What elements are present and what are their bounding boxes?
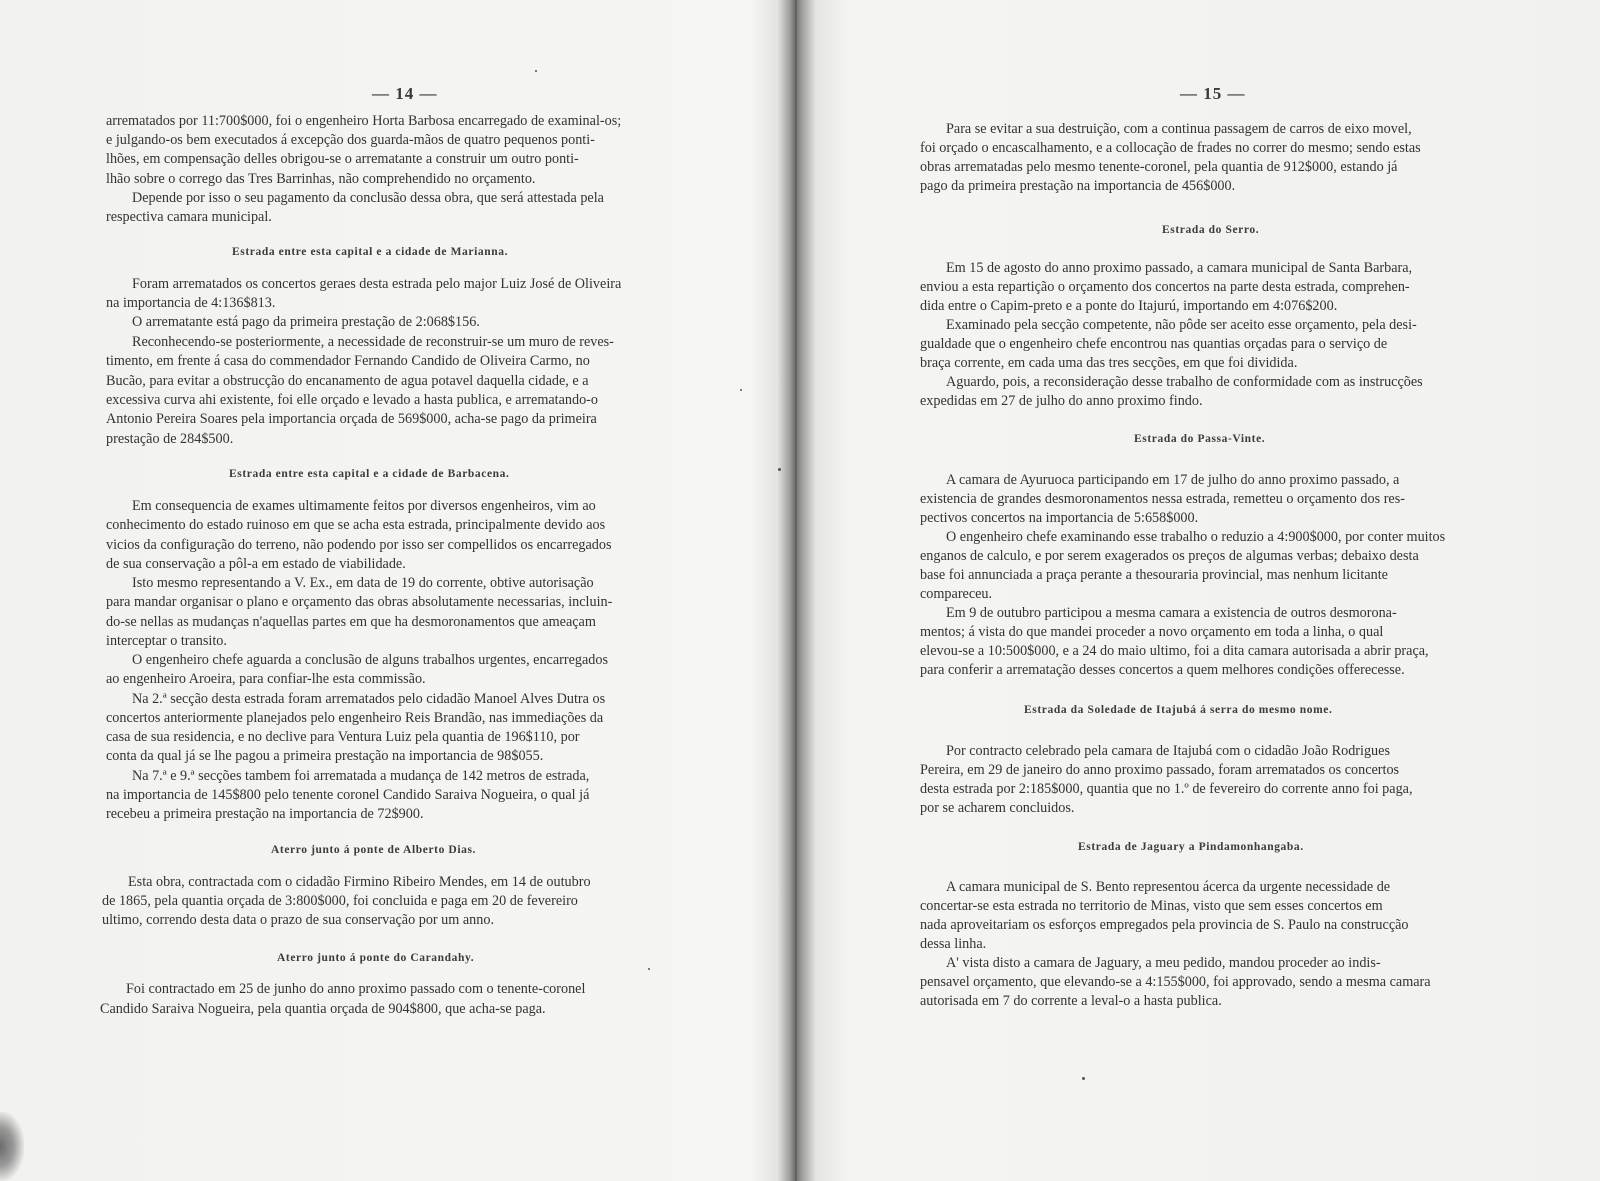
- text-line: Esta obra, contractada com o cidadão Firmino Ribeiro Mendes, em 14 de outubro: [128, 874, 591, 890]
- text-line: vicios da configuração do terreno, não podendo por isso ser compellidos os encarregados: [106, 537, 612, 553]
- text-line: Por contracto celebrado pela camara de Itajubá com o cidadão João Rodrigues: [946, 743, 1390, 759]
- text-line: Pereira, em 29 de janeiro do anno proximo passado, foram arrematados os concertos: [920, 762, 1400, 778]
- text-line: lhão sobre o corrego das Tres Barrinhas, não comprehendido no orçamento.: [106, 171, 536, 187]
- section-heading: Estrada do Passa-Vinte.: [1134, 433, 1266, 445]
- text-line: para mandar organisar o plano e orçamento das obras absolutamente necessarias, incluin-: [106, 594, 613, 610]
- section-heading: Aterro junto á ponte do Carandahy.: [277, 952, 475, 964]
- text-line: do-se nellas as mudanças n'aquellas partes em que ha desmoronamentos que ameaçam: [106, 614, 596, 630]
- text-line: dida entre o Capim-preto e a ponte do Itajurú, importando em 4:076$200.: [920, 298, 1338, 314]
- text-line: ao engenheiro Aroeira, para confiar-lhe esta commissão.: [106, 671, 426, 687]
- scan-speck: [740, 389, 742, 391]
- text-line: recebeu a primeira prestação na importancia de 72$900.: [106, 806, 424, 822]
- text-line: casa de sua residencia, e no declive para Ventura Luiz pela quantia de 196$110, por: [106, 729, 580, 745]
- scan-speck: [1082, 1077, 1085, 1080]
- page-number: — 14 —: [372, 84, 438, 103]
- section-heading: Estrada entre esta capital e a cidade de Barbacena.: [229, 468, 510, 480]
- scan-speck: [648, 968, 650, 970]
- text-line: arrematados por 11:700$000, foi o engenheiro Horta Barbosa encarregado de examinal-os;: [106, 113, 622, 129]
- text-line: excessiva curva ahi existente, foi elle orçado e levado a hasta publica, e arrematando-o: [106, 392, 598, 408]
- text-line: Isto mesmo representando a V. Ex., em data de 19 do corrente, obtive autorisação: [132, 575, 594, 591]
- text-line: de 1865, pela quantia orçada de 3:800$000, foi concluida e paga em 20 de fevereiro: [102, 893, 578, 909]
- text-line: Reconhecendo-se posteriormente, a necessidade de reconstruir-se um muro de reves-: [132, 334, 614, 350]
- text-line: mentos; á vista do que mandei proceder a novo orçamento em toda a linha, o qual: [920, 624, 1384, 640]
- text-line: O engenheiro chefe aguarda a conclusão de alguns trabalhos urgentes, encarregados: [132, 652, 608, 668]
- text-line: autorisada em 7 do corrente a leval-o a hasta publica.: [920, 993, 1222, 1009]
- text-line: desta estrada por 2:185$000, quantia que no 1.º de fevereiro do corrente anno foi paga,: [920, 781, 1413, 797]
- text-line: gualdade que o engenheiro chefe encontrou nas quantias orçadas para o serviço de: [920, 336, 1388, 352]
- text-line: ultimo, correndo desta data o prazo de sua conservação por um anno.: [102, 912, 494, 928]
- text-line: pensavel orçamento, que elevando-se a 4:155$000, foi approvado, sendo a mesma camara: [920, 974, 1431, 990]
- text-line: Candido Saraiva Nogueira, pela quantia orçada de 904$800, que acha-se paga.: [100, 1001, 546, 1017]
- text-line: braça corrente, em cada uma das tres secções, em que foi dividida.: [920, 355, 1298, 371]
- text-line: Depende por isso o seu pagamento da conclusão dessa obra, que será attestada pela: [132, 190, 604, 206]
- text-line: nada aproveitariam os esforços empregados pela provincia de S. Paulo na construcção: [920, 917, 1409, 933]
- text-line: Na 7.ª e 9.ª secções tambem foi arrematada a mudança de 142 metros de estrada,: [132, 768, 590, 784]
- text-line: Para se evitar a sua destruição, com a continua passagem de carros de eixo movel,: [946, 121, 1412, 137]
- scan-speck: [778, 468, 781, 471]
- text-line: compareceu.: [920, 586, 993, 602]
- text-line: de sua conservação a pôl-a em estado de viabilidade.: [106, 556, 406, 572]
- left-page: [0, 0, 790, 1181]
- text-line: foi orçado o encascalhamento, e a collocação de frades no correr do mesmo; sendo estas: [920, 140, 1421, 156]
- page-number: — 15 —: [1180, 84, 1246, 103]
- text-line: por se acharem concluidos.: [920, 800, 1075, 816]
- text-line: Aguardo, pois, a reconsideração desse trabalho de conformidade com as instrucções: [946, 374, 1423, 390]
- text-line: O engenheiro chefe examinando esse trabalho o reduzio a 4:900$000, por conter muitos: [946, 529, 1446, 545]
- text-line: enviou a esta repartição o orçamento dos concertos na parte desta estrada, comprehen-: [920, 279, 1410, 295]
- text-line: timento, em frente á casa do commendador Fernando Candido de Oliveira Carmo, no: [106, 353, 590, 369]
- text-line: Antonio Pereira Soares pela importancia orçada de 569$000, acha-se pago da primeira: [106, 411, 597, 427]
- scan-speck: [535, 70, 537, 72]
- text-line: Foi contractado em 25 de junho do anno proximo passado com o tenente-coronel: [126, 981, 586, 997]
- section-heading: Estrada de Jaguary a Pindamonhangaba.: [1078, 841, 1304, 853]
- text-line: prestação de 284$500.: [106, 431, 234, 447]
- text-line: Em consequencia de exames ultimamente feitos por diversos engenheiros, vim ao: [132, 498, 596, 514]
- text-line: elevou-se a 10:500$000, e a 24 do maio ultimo, foi a dita camara autorisada a abrir praça,: [920, 643, 1429, 659]
- text-line: conta da qual já se lhe pagou a primeira prestação na importancia de 98$055.: [106, 748, 544, 764]
- text-line: A camara municipal de S. Bento representou ácerca da urgente necessidade de: [946, 879, 1391, 895]
- text-line: base foi annunciada a praça perante a thesouraria provincial, mas nenhum licitante: [920, 567, 1388, 583]
- text-line: conhecimento do estado ruinoso em que se acha esta estrada, principalmente devido aos: [106, 517, 606, 533]
- text-line: dessa linha.: [920, 936, 987, 952]
- text-line: concertos anteriormente planejados pelo engenheiro Reis Brandão, nas immediações da: [106, 710, 604, 726]
- text-line: Bucão, para evitar a obstrucção do encanamento de agua potavel daquella cidade, e a: [106, 373, 589, 389]
- text-line: para conferir a arrematação desses concertos a quem melhores condições offerecesse.: [920, 662, 1405, 678]
- text-line: Em 15 de agosto do anno proximo passado, a camara municipal de Santa Barbara,: [946, 260, 1413, 276]
- section-heading: Estrada do Serro.: [1162, 224, 1260, 236]
- text-line: e julgando-os bem executados á excepção dos guarda-mãos de quatro pequenos ponti-: [106, 132, 595, 148]
- text-line: pago da primeira prestação na importancia de 456$000.: [920, 178, 1236, 194]
- text-line: pectivos concertos na importancia de 5:658$000.: [920, 510, 1199, 526]
- text-line: Na 2.ª secção desta estrada foram arrematados pelo cidadão Manoel Alves Dutra os: [132, 691, 606, 707]
- text-line: Em 9 de outubro participou a mesma camara a existencia de outros desmorona-: [946, 605, 1397, 621]
- text-line: enganos de calculo, e por serem exagerados os preços de algumas verbas; debaixo desta: [920, 548, 1419, 564]
- text-line: interceptar o transito.: [106, 633, 227, 649]
- text-line: na importancia de 145$800 pelo tenente coronel Candido Saraiva Nogueira, o qual já: [106, 787, 590, 803]
- text-line: na importancia de 4:136$813.: [106, 295, 276, 311]
- text-line: Foram arrematados os concertos geraes desta estrada pelo major Luiz José de Oliveira: [132, 276, 622, 292]
- text-line: respectiva camara municipal.: [106, 209, 272, 225]
- section-heading: Estrada entre esta capital e a cidade de Marianna.: [232, 246, 509, 258]
- text-line: A camara de Ayuruoca participando em 17 de julho do anno proximo passado, a: [946, 472, 1400, 488]
- text-line: obras arrematadas pelo mesmo tenente-coronel, pela quantia de 912$000, estando já: [920, 159, 1398, 175]
- right-page: [812, 0, 1600, 1181]
- text-line: A' vista disto a camara de Jaguary, a meu pedido, mandou proceder ao indis-: [946, 955, 1381, 971]
- text-line: lhões, em compensação delles obrigou-se o arrematante a construir um outro ponti-: [106, 151, 579, 167]
- text-line: existencia de grandes desmoronamentos nessa estrada, remetteu o orçamento dos res-: [920, 491, 1405, 507]
- section-heading: Estrada da Soledade de Itajubá á serra do mesmo nome.: [1024, 704, 1333, 716]
- text-line: Examinado pela secção competente, não pôde ser aceito esse orçamento, pela desi-: [946, 317, 1417, 333]
- text-line: O arrematante está pago da primeira prestação de 2:068$156.: [132, 314, 480, 330]
- text-line: expedidas em 27 de julho do anno proximo findo.: [920, 393, 1203, 409]
- section-heading: Aterro junto á ponte de Alberto Dias.: [271, 844, 477, 856]
- book-gutter: [795, 0, 797, 1181]
- text-line: concertar-se esta estrada no territorio de Minas, visto que sem esses concertos em: [920, 898, 1383, 914]
